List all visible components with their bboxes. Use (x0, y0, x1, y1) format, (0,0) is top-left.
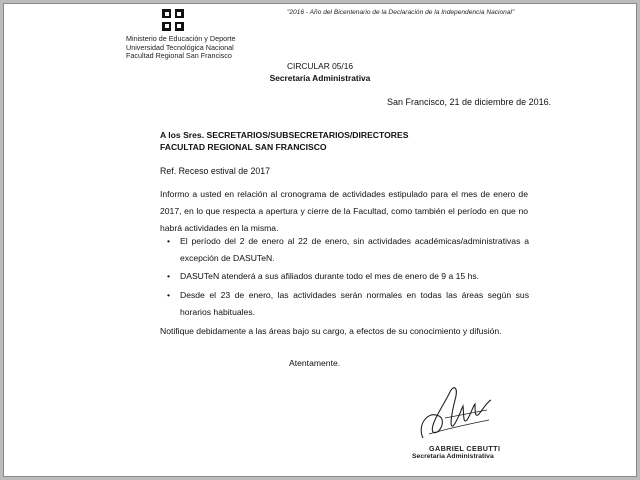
bullet-list (167, 233, 529, 322)
handwritten-signature (409, 376, 499, 446)
addressee-line-1: A los Sres. SECRETARIOS/SUBSECRETARIOS/DIRECTORES (160, 130, 409, 140)
date-line: San Francisco, 21 de diciembre de 2016. (387, 97, 552, 107)
faculty-line: Facultad Regional San Francisco (126, 51, 232, 61)
document-page (3, 3, 637, 477)
list-item (167, 233, 529, 267)
institution-block (126, 35, 235, 61)
signatory-role: Secretaria Administrativa (412, 453, 494, 460)
bullet-icon: • (167, 271, 171, 282)
signatory-name: GABRIEL CEBUTTI (429, 444, 501, 453)
utn-logo-icon (162, 9, 184, 31)
circular-number: CIRCULAR 05/16 (286, 61, 354, 71)
bullet-text: El período del 2 de enero al 22 de enero, sin actividades académicas/administrativas a excepción de DASUTeN. (180, 236, 529, 264)
closing-line: Atentamente. (289, 358, 341, 368)
university-line: Universidad Tecnológica Nacional (126, 42, 234, 52)
ministry-line: Ministerio de Educación y Deporte (126, 34, 236, 43)
bullet-text: DASUTeN atenderá a sus afiliados durante todo el mes de enero de 9 a 15 hs. (180, 271, 480, 282)
addressee-block (160, 130, 408, 153)
bicentennial-motto: "2016 - Año del Bicentenario de la Declaración de la Independencia Nacional" (287, 9, 515, 16)
bullet-icon: • (167, 289, 171, 300)
list-item (167, 268, 529, 285)
notice-paragraph: Notifique debidamente a las áreas bajo su cargo, a efectos de su conocimiento y difusión. (160, 326, 502, 336)
intro-paragraph: Informo a usted en relación al cronograma de actividades estipulado para el mes de enero de 2017, en lo que respecta a apertura y cierre de la Facultad, como también el período en que no habrá actividades en la misma. (160, 189, 528, 234)
circular-office: Secretaría Administrativa (269, 73, 371, 83)
addressee-line-2: FACULTAD REGIONAL SAN FRANCISCO (160, 141, 327, 152)
bullet-text: Desde el 23 de enero, las actividades serán normales en todas las áreas según sus horarios habituales. (180, 289, 529, 317)
list-item (167, 287, 529, 321)
reference-line: Ref. Receso estival de 2017 (160, 166, 271, 176)
bullet-icon: • (167, 236, 171, 246)
